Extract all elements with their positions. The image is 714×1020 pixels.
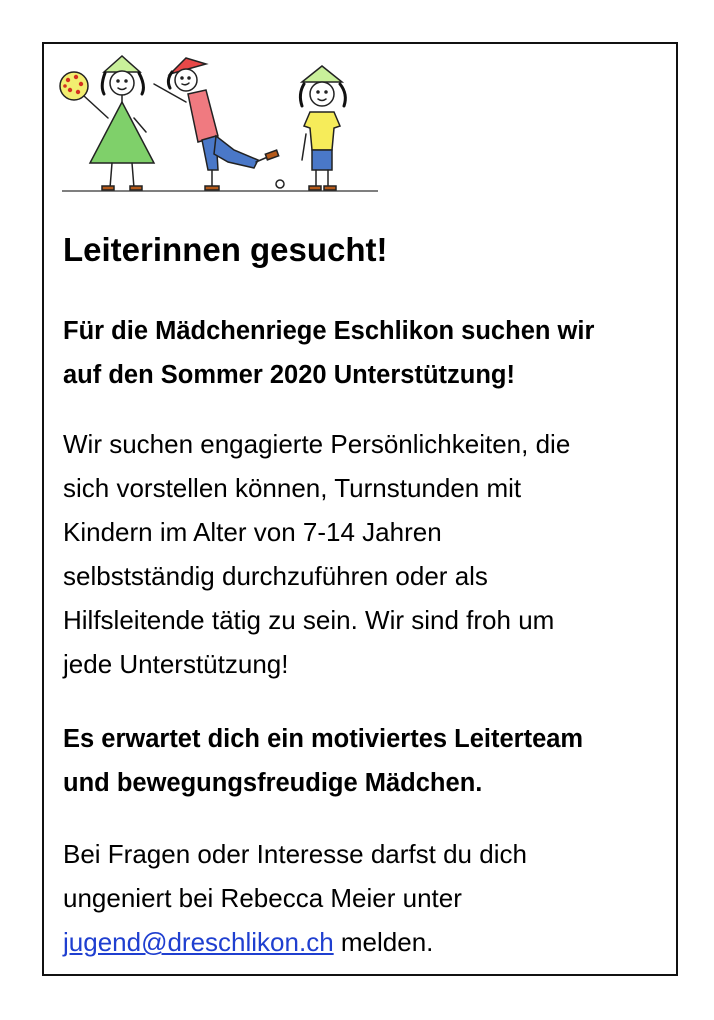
contact-line [63,920,663,964]
offer-line: Es erwartet dich ein motiviertes Leiterteam [63,725,584,753]
intro-paragraph [63,309,663,397]
contact-paragraph [63,832,663,964]
contact-suffix: melden. [333,927,434,957]
girl-with-ball [60,56,154,190]
email-link[interactable]: jugend@dreschlikon.ch [63,927,334,957]
girl-standing [300,66,345,190]
intro-line: auf den Sommer 2020 Unterstützung! [63,361,515,389]
contact-line: Bei Fragen oder Interesse darfst du dich [63,839,527,869]
child-kicking [154,58,284,190]
page-title: Leiterinnen gesucht! [63,231,388,268]
body-line: Wir suchen engagierte Persönlichkeiten, die [63,429,571,459]
body-line: Kindern im Alter von 7-14 Jahren [63,517,442,547]
offer-paragraph [63,717,663,805]
body-paragraph [63,422,663,686]
offer-line: und bewegungsfreudige Mädchen. [63,769,483,797]
children-playing-illustration [58,50,380,196]
body-line: sich vorstellen können, Turnstunden mit [63,473,522,503]
body-line: jede Unterstützung! [63,649,289,679]
intro-line: Für die Mädchenriege Eschlikon suchen wir [63,317,595,345]
body-line: selbstständig durchzuführen oder als [63,561,488,591]
body-line: Hilfsleitende tätig zu sein. Wir sind froh um [63,605,555,635]
contact-line: ungeniert bei Rebecca Meier unter [63,883,462,913]
